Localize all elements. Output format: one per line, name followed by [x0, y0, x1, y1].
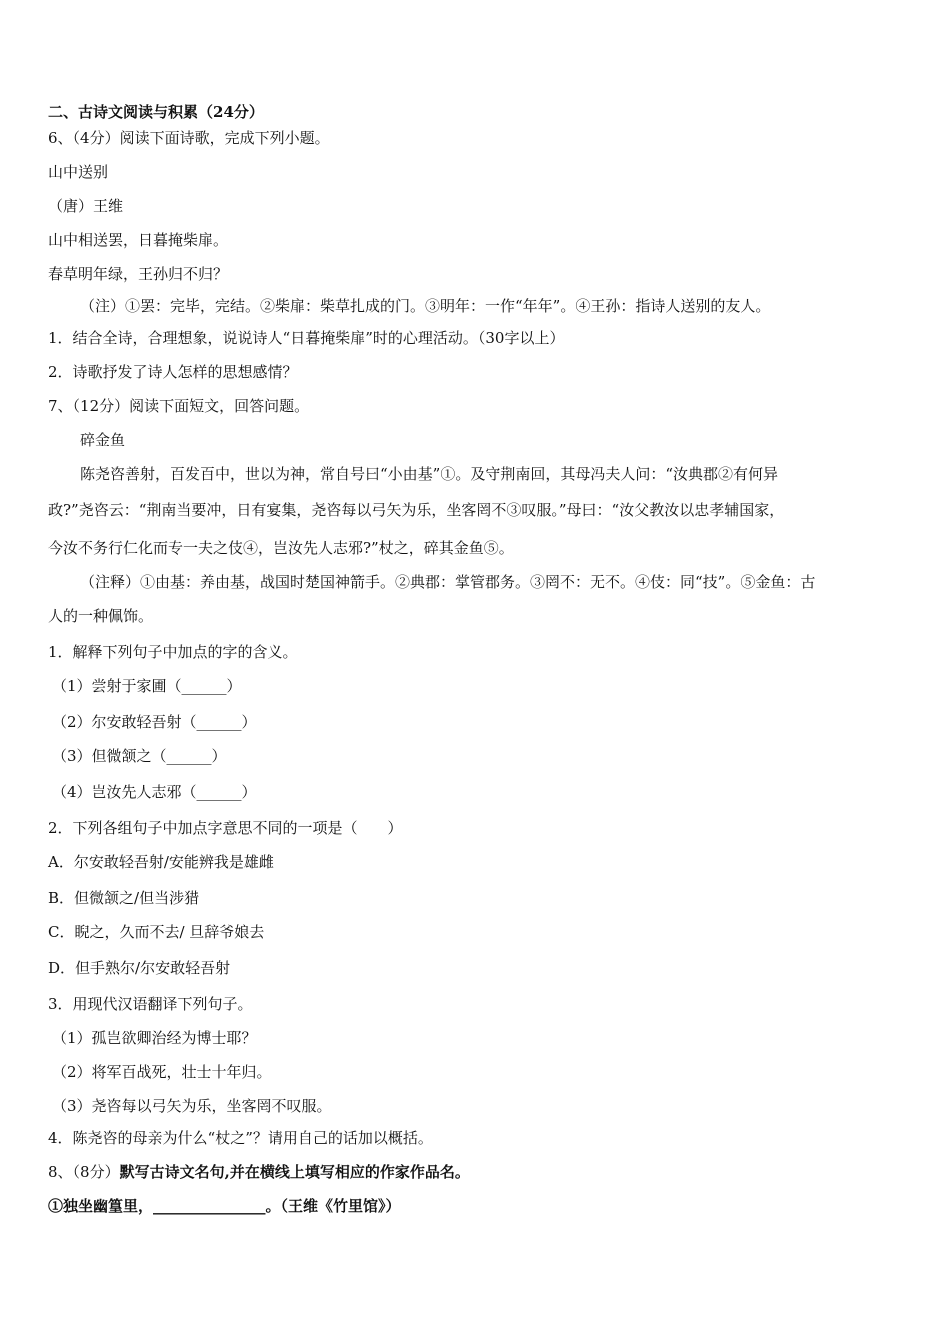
- q8-score: 8、（8分）: [48, 1163, 120, 1181]
- q7-sub-question: 1．解释下列句子中加点的字的含义。: [48, 643, 298, 661]
- poem-note: （注）①罢：完毕，完结。②柴扉：柴草扎成的门。③明年：一作“年年”。④王孙：指诗人送别的友人。: [80, 297, 771, 315]
- translate-item: （3）尧咨每以弓矢为乐，坐客罔不叹服。: [52, 1097, 332, 1115]
- question-6-header: 6、（4分）阅读下面诗歌，完成下列小题。: [48, 129, 330, 147]
- poem-line: 春草明年绿，王孙归不归？: [48, 265, 229, 283]
- passage-line: 陈尧咨善射，百发百中，世以为神，常自号曰“小由基”①。及守荆南回，其母冯夫人问：“汝典郡②有何异: [80, 465, 779, 483]
- section-title: 二、古诗文阅读与积累（24分）: [48, 103, 264, 121]
- poem-line: 山中相送罢，日暮掩柴扉。: [48, 231, 229, 249]
- question-7-header: 7、（12分）阅读下面短文，回答问题。: [48, 397, 310, 415]
- choice-option: B．但微颔之/但当涉猎: [48, 889, 200, 907]
- translate-item: （2）将军百战死，壮士十年归。: [52, 1063, 272, 1081]
- choice-option: C．睨之，久而不去/ 旦辞爷娘去: [48, 923, 265, 941]
- passage-line: 政?”尧咨云：“荆南当要冲，日有宴集，尧咨每以弓矢为乐，坐客罔不③叹服。”母曰：“汝父教汝以忠孝辅国家，: [48, 501, 785, 519]
- choice-option: A．尔安敢轻吾射/安能辨我是雄雌: [48, 853, 274, 871]
- fill-blank-item: （4）岂汝先人志邪（______）: [52, 783, 257, 801]
- q7-sub-question: 2．下列各组句子中加点字意思不同的一项是（ ）: [48, 819, 403, 837]
- poem-title: 山中送别: [48, 163, 109, 181]
- q7-sub-question: 4．陈尧咨的母亲为什么“杖之”？请用自己的话加以概括。: [48, 1129, 433, 1147]
- q7-sub-question: 3．用现代汉语翻译下列句子。: [48, 995, 253, 1013]
- q6-sub-question: 2．诗歌抒发了诗人怎样的思想感情？: [48, 363, 298, 381]
- translate-item: （1）孤岂欲卿治经为博士耶？: [52, 1029, 257, 1047]
- passage-note: 人的一种佩饰。: [48, 607, 154, 625]
- fill-blank-item: （1）尝射于家圃（______）: [52, 677, 242, 695]
- passage-title: 碎金鱼: [80, 431, 126, 449]
- passage-line: 今汝不务行仁化而专一夫之伎④，岂汝先人志邪?”杖之，碎其金鱼⑤。: [48, 539, 514, 557]
- fill-blank-item: （3）但微颔之（______）: [52, 747, 227, 765]
- passage-note: （注释）①由基：养由基，战国时楚国神箭手。②典郡：掌管郡务。③罔不：无不。④伎：同“技”。⑤金鱼：古: [80, 573, 816, 591]
- question-8-header: [48, 1162, 910, 1182]
- choice-option: D．但手熟尔/尔安敢轻吾射: [48, 959, 231, 977]
- q8-instruction: 默写古诗文名句,并在横线上填写相应的作家作品名。: [119, 1163, 470, 1181]
- fill-blank-item: （2）尔安敢轻吾射（______）: [52, 713, 257, 731]
- recitation-item: ①独坐幽篁里，_______________。（王维《竹里馆》）: [48, 1197, 401, 1215]
- poem-author: （唐）王维: [48, 197, 124, 215]
- q6-sub-question: 1．结合全诗，合理想象，说说诗人“日暮掩柴扉”时的心理活动。（30字以上）: [48, 329, 565, 347]
